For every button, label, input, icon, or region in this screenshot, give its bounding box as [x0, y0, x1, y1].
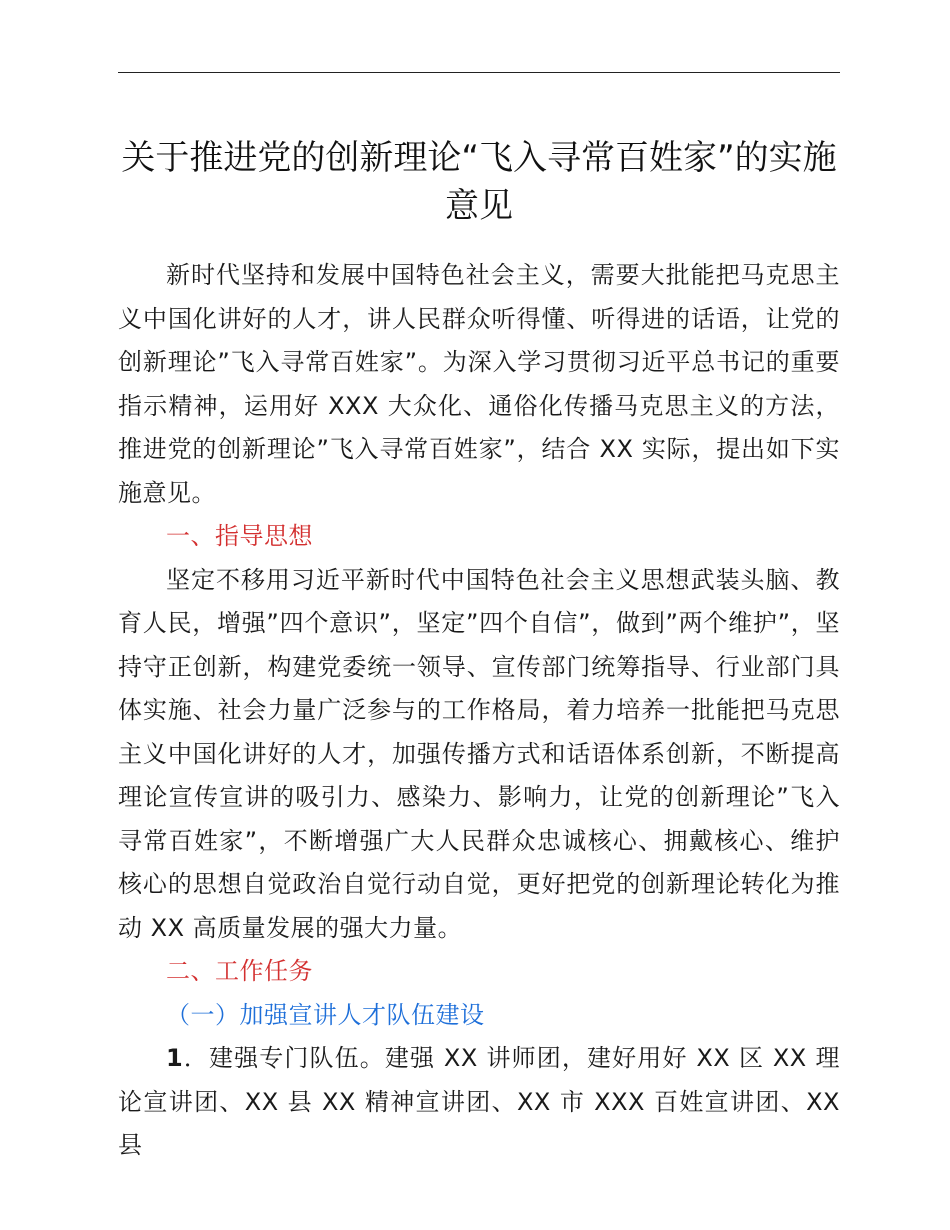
section-heading-work-tasks: 二、工作任务 — [166, 957, 313, 985]
document-title: 关于推进党的创新理论“飞入寻常百姓家”的实施意见 — [121, 138, 837, 226]
item-1-text: ．建强专门队伍。建强 XX 讲师团，建好用好 XX 区 XX 理论宣讲团、XX 县 XX 精神宣讲团、XX 市 XXX 百姓宣讲团、XX 县 — [118, 1044, 840, 1159]
guiding-ideology-paragraph: 坚定不移用习近平新时代中国特色社会主义思想武装头脑、教育人民，增强”四个意识”，坚定”四个自信”，做到”两个维护”，坚持守正创新，构建党委统一领导、宣传部门统筹指导、行业部门具体实施、社会力量广泛参与的工作格局，着力培养一批能把马克思主义中国化讲好的人才，加强传播方式和话语体系创新，不断提高理论宣传宣讲的吸引力、感染力、影响力，让党的创新理论”飞入寻常百姓家”，不断增强广大人民群众忠诚核心、拥戴核心、维护核心的思想自觉政治自觉行动自觉，更好把党的创新理论转化为推动 XX 高质量发展的强大力量。 — [118, 565, 840, 942]
document-body — [118, 254, 840, 1168]
item-1-paragraph — [118, 1037, 840, 1168]
intro-paragraph: 新时代坚持和发展中国特色社会主义，需要大批能把马克思主义中国化讲好的人才，讲人民群众听得懂、听得进的话语，让党的创新理论”飞入寻常百姓家”。为深入学习贯彻习近平总书记的重要指示精神，运用好 XXX 大众化、通俗化传播马克思主义的方法，推进党的创新理论”飞入寻常百姓家”，结合 XX 实际，提出如下实施意见。 — [118, 261, 840, 507]
item-1-number: 1 — [166, 1044, 184, 1072]
header-rule — [118, 72, 840, 73]
subsection-heading-talent-team: （一）加强宣讲人才队伍建设 — [166, 1000, 485, 1029]
section-heading-guiding-ideology: 一、指导思想 — [166, 522, 313, 550]
